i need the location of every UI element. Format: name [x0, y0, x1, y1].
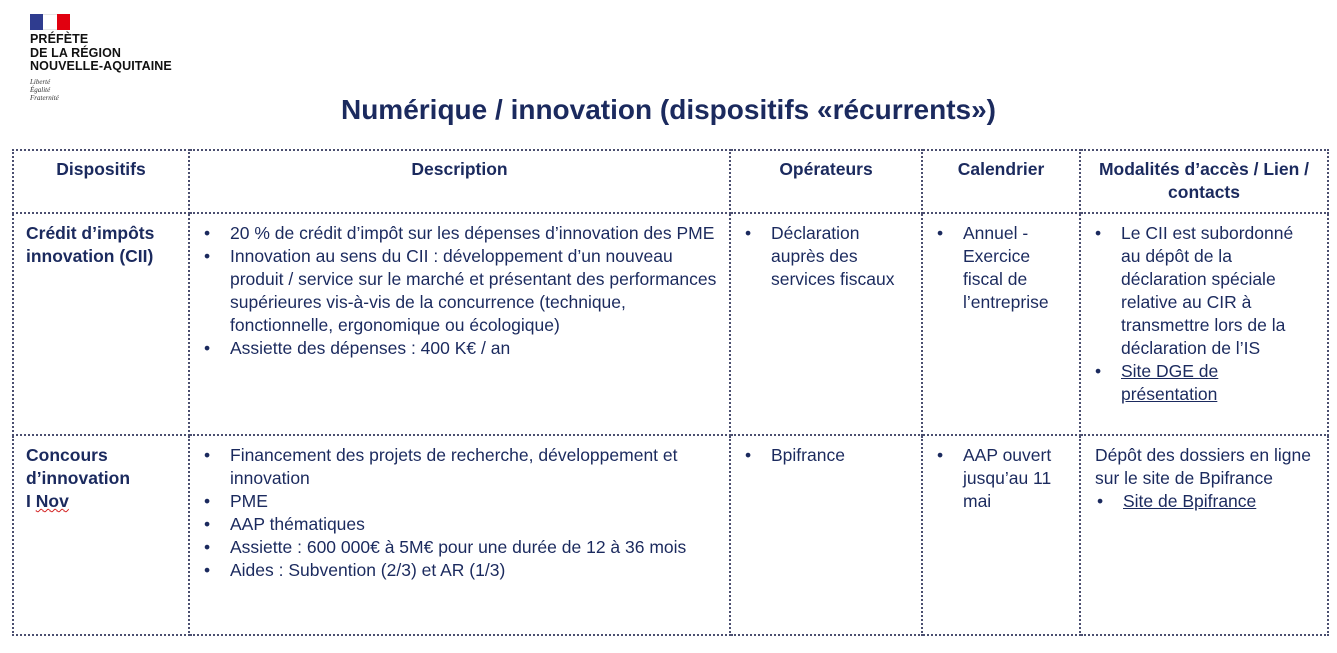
list-item: • Innovation au sens du CII : développement d’un nouveau produit / service sur le marché et présentant des performances supérieures vis-à-vis de la concurrence (technique, fonctionnelle, ergonomique ou écologique)	[202, 245, 719, 337]
motto-fraternite: Fraternité	[30, 93, 59, 102]
dispositif-prefix: I	[26, 491, 31, 511]
logo-line-2: DE LA RÉGION	[30, 45, 122, 60]
modalites-text: Dépôt des dossiers en ligne sur le site de Bpifrance	[1095, 445, 1311, 488]
cell-modalites-cii	[1080, 213, 1328, 435]
list-item: • Financement des projets de recherche, développement et innovation	[202, 444, 719, 490]
cell-description-inov	[189, 435, 730, 635]
site-bpifrance-link[interactable]: Site de Bpifrance	[1123, 491, 1257, 511]
list-item	[1095, 490, 1317, 513]
list-item: • Aides : Subvention (2/3) et AR (1/3)	[202, 559, 719, 582]
logo-line-1: PRÉFÈTE	[30, 32, 89, 46]
page-title: Numérique / innovation (dispositifs «récurrents»)	[340, 94, 996, 125]
dispositifs-table	[12, 149, 1329, 636]
header-modalites: Modalités d’accès / Lien / contacts	[1080, 150, 1328, 213]
dispositif-line-1: Concours	[26, 445, 108, 465]
list-item: • Bpifrance	[743, 444, 911, 467]
site-dge-link[interactable]: Site DGE de présentation	[1121, 361, 1219, 404]
french-flag-icon	[30, 14, 70, 30]
list-item: • Déclaration auprès des services fiscaux	[743, 222, 911, 291]
table-row-cii	[13, 213, 1328, 435]
list-item: • 20 % de crédit d’impôt sur les dépenses d’innovation des PME	[202, 222, 719, 245]
list-item: • AAP ouvert jusqu’au 11 mai	[935, 444, 1069, 513]
logo-line-3: NOUVELLE-AQUITAINE	[30, 59, 172, 73]
dispositif-line-2: d’innovation	[26, 468, 131, 488]
cell-modalites-inov	[1080, 435, 1328, 635]
prefecture-logo	[30, 14, 210, 102]
list-item: • Annuel - Exercice fiscal de l’entreprise	[935, 222, 1069, 314]
cell-operateurs-cii	[730, 213, 922, 435]
table-row-inov	[13, 435, 1328, 635]
header-operateurs: Opérateurs	[730, 150, 922, 213]
cell-calendrier-inov	[922, 435, 1080, 635]
cell-dispositif-cii: Crédit d’impôts innovation (CII)	[13, 213, 189, 435]
list-item: • Assiette des dépenses : 400 K€ / an	[202, 337, 719, 360]
cell-description-cii	[189, 213, 730, 435]
motto-egalite: Égalité	[30, 85, 51, 94]
cell-operateurs-inov	[730, 435, 922, 635]
header-dispositifs: Dispositifs	[13, 150, 189, 213]
list-item	[1093, 360, 1317, 406]
list-item: • Le CII est subordonné au dépôt de la déclaration spéciale relative au CIR à transmettre lors de la déclaration de l’IS	[1093, 222, 1317, 360]
list-item: • AAP thématiques	[202, 513, 719, 536]
cell-dispositif-inov	[13, 435, 189, 635]
dispositif-word: Nov	[35, 491, 69, 511]
list-item: • Assiette : 600 000€ à 5M€ pour une durée de 12 à 36 mois	[202, 536, 719, 559]
header-description: Description	[189, 150, 730, 213]
cell-calendrier-cii	[922, 213, 1080, 435]
list-item: • PME	[202, 490, 719, 513]
header-calendrier: Calendrier	[922, 150, 1080, 213]
motto-liberte: Liberté	[30, 77, 51, 86]
